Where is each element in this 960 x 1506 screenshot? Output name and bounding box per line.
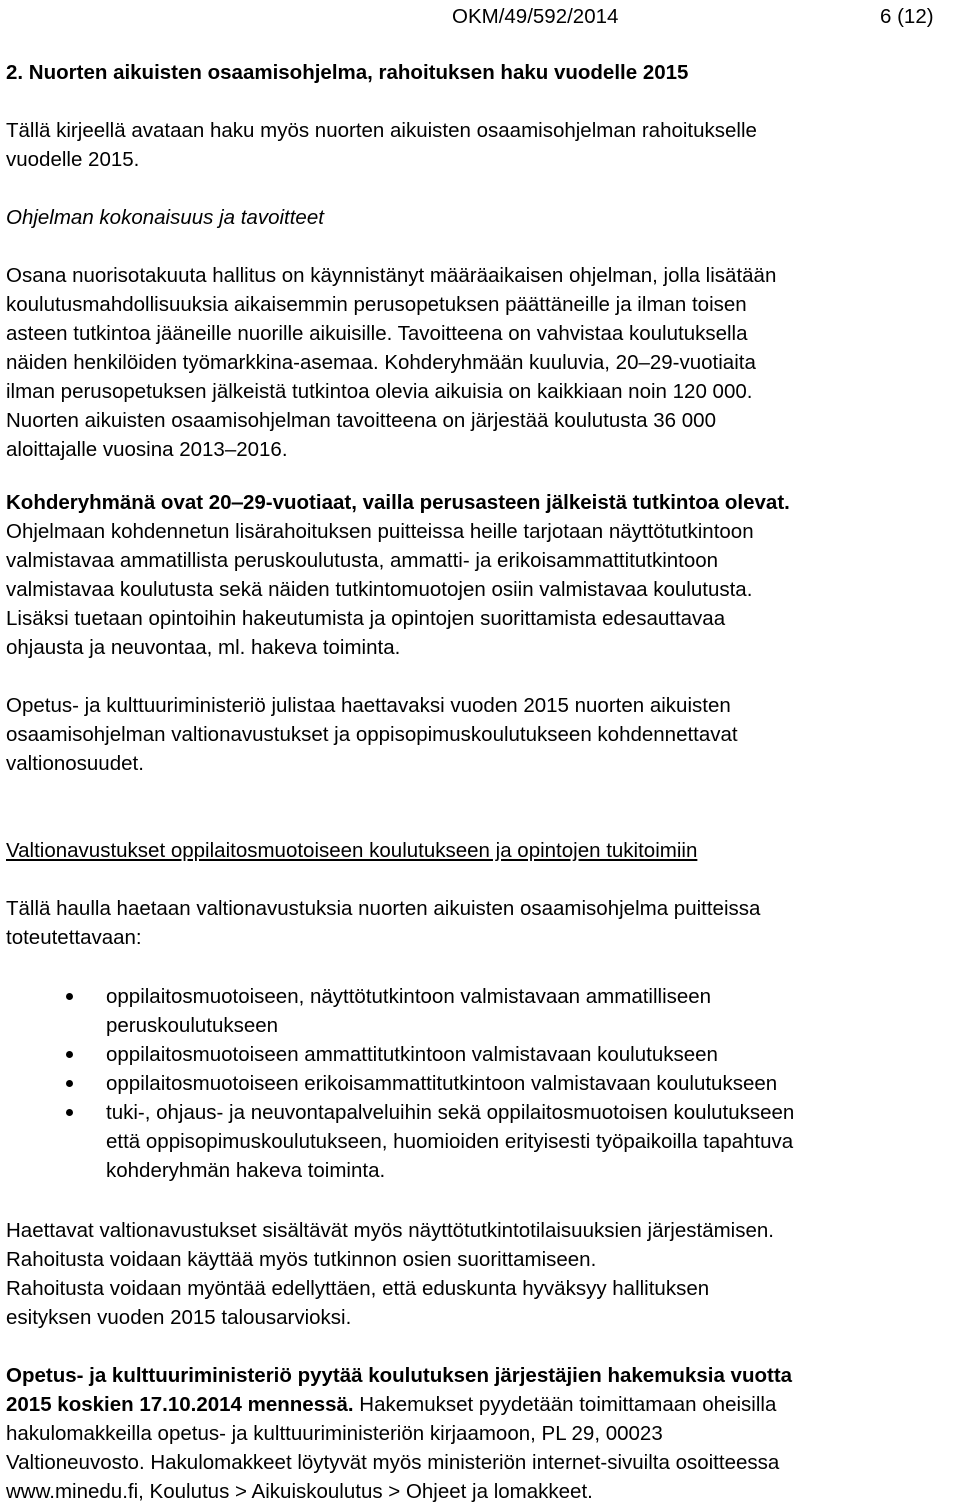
grants-info-line: esityksen vuoden 2015 talousarvioksi. (6, 1306, 352, 1329)
request-bold-line: Opetus- ja kulttuuriministeriö pyytää koulutuksen järjestäjien hakemuksia vuotta (6, 1364, 793, 1387)
target-group-line: valmistavaa koulutusta sekä näiden tutkintomuotojen osiin valmistavaa koulutusta. (6, 578, 753, 601)
grant-targets-list (0, 982, 960, 1185)
target-group-line: Ohjelmaan kohdennetun lisärahoituksen puitteissa heille tarjotaan näyttötutkintoon (6, 520, 754, 543)
grants-info-line: Rahoitusta voidaan myöntää edellyttäen, että eduskunta hyväksyy hallituksen (6, 1277, 710, 1300)
grants-info-line: Haettavat valtionavustukset sisältävät myös näyttötutkintotilaisuuksien järjestämisen. (6, 1219, 774, 1242)
bullet-icon (66, 1109, 73, 1116)
grants-info-paragraph (6, 1216, 960, 1332)
announcement-line: Opetus- ja kulttuuriministeriö julistaa haettavaksi vuoden 2015 nuorten aikuisten (6, 694, 731, 717)
applied-for-line: Tällä haulla haetaan valtionavustuksia nuorten aikuisten osaamisohjelma puitteissa (6, 897, 761, 920)
list-item (0, 1069, 960, 1098)
bullet-icon (66, 1080, 73, 1087)
bullet-icon (66, 993, 73, 1000)
request-deadline-line (6, 1390, 960, 1419)
goals-line: Osana nuorisotakuuta hallitus on käynnistänyt määräaikaisen ohjelman, jolla lisätään (6, 264, 777, 287)
page-number: 6 (12) (880, 5, 934, 28)
goals-line: aloittajalle vuosina 2013‒2016. (6, 438, 288, 461)
target-group-line: valmistavaa ammatillista peruskoulutusta, ammatti- ja erikoisammattitutkintoon (6, 549, 719, 572)
request-line: Valtioneuvosto. Hakulomakkeet löytyvät myös ministeriön internet-sivuilta osoitteessa (6, 1451, 780, 1474)
list-item-line: oppilaitosmuotoiseen ammattitutkintoon valmistavaan koulutukseen (106, 1043, 718, 1066)
goals-line: ilman perusopetuksen jälkeistä tutkintoa olevia aikuisia on kaikkiaan noin 120 000. (6, 380, 753, 403)
document-reference: OKM/49/592/2014 (452, 5, 619, 28)
intro-paragraph (6, 116, 906, 174)
list-item-line: tuki-, ohjaus- ja neuvontapalveluihin sekä oppilaitosmuotoisen koulutukseen (106, 1101, 795, 1124)
goals-line: näiden henkilöiden työmarkkina-asemaa. Kohderyhmään kuuluvia, 20‒29-vuotiaita (6, 351, 756, 374)
target-group-statement: Kohderyhmänä ovat 20‒29-vuotiaat, vailla perusasteen jälkeistä tutkintoa olevat. (6, 491, 790, 514)
announcement-line: valtionosuudet. (6, 752, 144, 775)
bullet-icon (66, 1051, 73, 1058)
announcement-line: osaamisohjelman valtionavustukset ja oppisopimuskoulutukseen kohdennettavat (6, 723, 738, 746)
target-group-paragraph (6, 488, 960, 662)
goals-line: Nuorten aikuisten osaamisohjelman tavoitteena on järjestää koulutusta 36 000 (6, 409, 716, 432)
list-item (0, 1040, 960, 1069)
grants-info-line: Rahoitusta voidaan käyttää myös tutkinnon osien suorittamiseen. (6, 1248, 597, 1271)
section-title: 2. Nuorten aikuisten osaamisohjelma, rahoituksen haku vuodelle 2015 (6, 61, 689, 84)
intro-line: vuodelle 2015. (6, 148, 140, 171)
list-item (0, 1098, 960, 1185)
intro-line: Tällä kirjeellä avataan haku myös nuorten aikuisten osaamisohjelman rahoitukselle (6, 119, 757, 142)
target-group-line: ohjausta ja neuvontaa, ml. hakeva toiminta. (6, 636, 401, 659)
request-line: hakulomakkeilla opetus- ja kulttuuriministeriön kirjaamoon, PL 29, 00023 (6, 1422, 663, 1445)
list-item-line: oppilaitosmuotoiseen, näyttötutkintoon valmistavaan ammatilliseen (106, 985, 712, 1008)
goals-paragraph (6, 261, 960, 464)
applied-for-line: toteutettavaan: (6, 926, 142, 949)
goals-line: koulutusmahdollisuuksia aikaisemmin perusopetuksen päättäneille ja ilman toisen (6, 293, 747, 316)
target-group-line: Lisäksi tuetaan opintoihin hakeutumista ja opintojen suorittamista edesauttavaa (6, 607, 726, 630)
list-item-line: peruskoulutukseen (106, 1014, 279, 1037)
request-deadline: 2015 koskien 17.10.2014 mennessä. (6, 1393, 354, 1416)
request-deadline-rest: Hakemukset pyydetään toimittamaan oheisilla (353, 1393, 777, 1416)
program-subheading: Ohjelman kokonaisuus ja tavoitteet (6, 206, 324, 229)
page-header (0, 2, 960, 31)
list-item (0, 982, 960, 1040)
announcement-paragraph (6, 691, 906, 778)
list-item-line: että oppisopimuskoulutukseen, huomioiden erityisesti työpaikoilla tapahtuva (106, 1130, 794, 1153)
list-item-line: kohderyhmän hakeva toiminta. (106, 1159, 386, 1182)
list-item-line: oppilaitosmuotoiseen erikoisammattitutkintoon valmistavaan koulutukseen (106, 1072, 778, 1095)
grants-heading: Valtionavustukset oppilaitosmuotoiseen koulutukseen ja opintojen tukitoimiin (6, 839, 698, 862)
application-request-paragraph (6, 1361, 960, 1506)
goals-line: asteen tutkintoa jääneille nuorille aikuisille. Tavoitteena on vahvistaa koulutuksella (6, 322, 748, 345)
request-line: www.minedu.fi, Koulutus > Aikuiskoulutus > Ohjeet ja lomakkeet. (6, 1480, 593, 1503)
applied-for-paragraph (6, 894, 936, 952)
